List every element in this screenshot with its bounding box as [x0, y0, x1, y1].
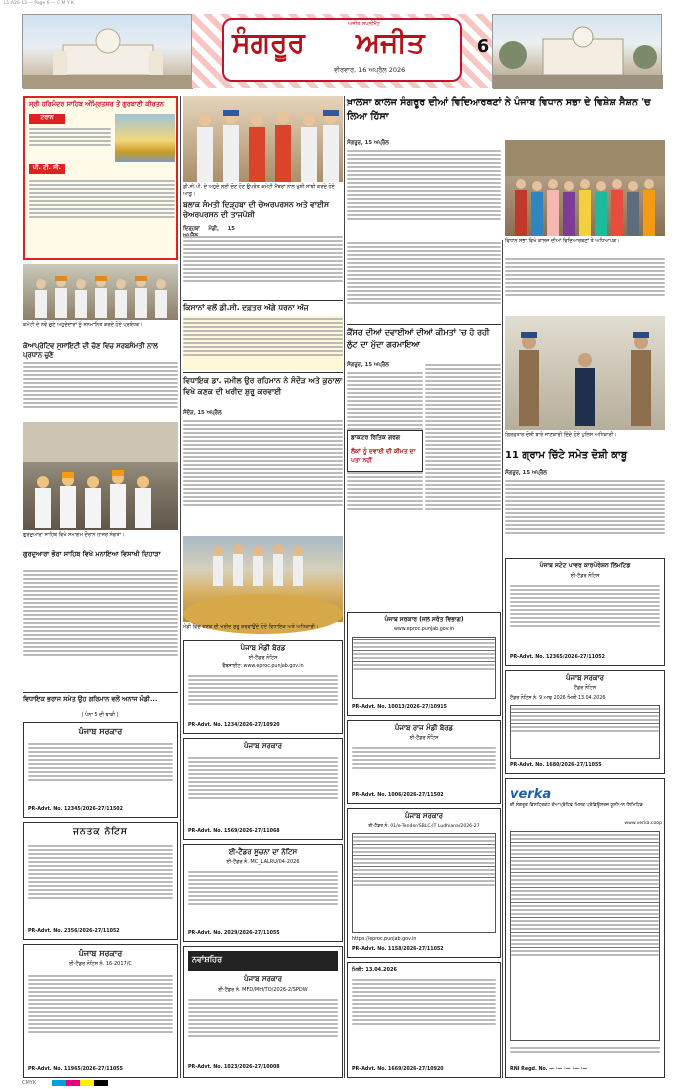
ad-heading: ਪੰਜਾਬ ਸਰਕਾਰ — [78, 727, 123, 736]
ad-ref: PR-Advt. No. 12365/2026-27/11052 — [510, 655, 605, 660]
verka-subheading: ਦੀ ਸੰਗਰੂਰ ਡਿਸਟ੍ਰਿਕਟ ਕੋਆਪ੍ਰੇਟਿਵ ਮਿਲਕ ਪ੍ਰੋਡਿਊਸਰਜ਼ ਯੂਨੀਅਨ ਲਿਮਿਟਿਡ — [510, 803, 643, 808]
police-illustration — [505, 316, 665, 430]
ad-heading: ਪੰਜਾਬ ਸਰਕਾਰ — [565, 674, 604, 682]
masthead — [22, 10, 662, 94]
doctor-quote: ਲੋਕਾਂ ਨੂੰ ਦਵਾਈ ਦੀ ਕੀਮਤ ਦਾ ਪਤਾ ਨਹੀਂ — [351, 448, 416, 464]
ad-ref: PR-Advt. No. 2356/2026-27/11052 — [28, 929, 120, 934]
block-samiti-headline: ਬਲਾਕ ਸੰਮਤੀ ਦਿੜ੍ਹਬਾ ਦੀ ਚੇਅਰਪਰਸਨ ਅਤੇ ਵਾਈਸ ਚੇਅਰਪਰਸਨ ਦੀ ਤਾਜਪੋਸ਼ੀ — [183, 200, 329, 219]
ad-body — [352, 745, 496, 789]
ad-ref: PR-Advt. No. 1569/2026-27/11068 — [188, 829, 280, 834]
ad-tender-line: ਟੈਂਡਰ ਨੋਟਿਸ ਨੰ. 9 ਆਫ 2026 ਮਿਤੀ 13.04.2026 — [510, 696, 606, 701]
block-samiti-body — [183, 234, 343, 296]
column-rule — [180, 96, 181, 1078]
ad-subheading: ਈ-ਟੈਂਡਰ ਨੋਟਿਸ — [570, 573, 600, 579]
khalsa-dateline: ਸੰਗਰੂਰ, 15 ਅਪ੍ਰੈਲ — [347, 140, 389, 146]
punjab-mandi-board-ad — [347, 720, 501, 804]
registration-colour-bar — [22, 1080, 662, 1088]
khalsa-college-headline: ਖ਼ਾਲਸਾ ਕਾਲਜ ਸੰਗਰੂਰ ਦੀਆਂ ਵਿਦਿਆਰਥਣਾਂ ਨੇ ਪੰਜਾਬ ਵਿਧਾਨ ਸਭਾ ਦੇ ਵਿਸ਼ੇਸ਼ ਸੈਸ਼ਨ 'ਚ ਲਿਆ ਹਿੱਸਾ — [347, 97, 651, 122]
committee-photo — [23, 264, 178, 320]
golden-temple-photo — [115, 114, 175, 162]
ad-date: ਮਿਤੀ: 13.04.2026 — [352, 967, 397, 973]
ad-body — [188, 997, 338, 1061]
cancer-dateline: ਸੰਗਰੂਰ, 15 ਅਪ੍ਰੈਲ — [347, 362, 389, 368]
ad-heading: ਪੰਜਾਬ ਸਰਕਾਰ — [78, 949, 123, 958]
cancer-story-body-2 — [425, 362, 501, 550]
ad-heading: ਪੰਜਾਬ ਸਰਕਾਰ — [243, 975, 282, 983]
vidhan-sabha-photo — [505, 140, 665, 236]
kirtan-schedule — [29, 126, 111, 162]
ad-heading: ਪੰਜਾਬ ਸਰਕਾਰ (ਜਲ ਸਰੋਤ ਵਿਭਾਗ) — [384, 616, 464, 623]
building-illustration — [493, 15, 663, 89]
ad-website: www.eproc.punjab.gov.in — [393, 627, 455, 632]
masthead-left-photo — [22, 14, 192, 88]
arrest-story-body — [505, 478, 665, 554]
ad-heading: ਪੰਜਾਬ ਰਾਜ ਮੰਡੀ ਬੋਰਡ — [394, 724, 454, 732]
block-samiti-dateline: ਦਿੜ੍ਹਬਾ ਮੰਡੀ, 15 — [183, 226, 235, 232]
nawanshahr-ad — [183, 946, 343, 1078]
pspcl-ad — [505, 558, 665, 666]
ad-ref: PR-Advt. No. 1680/2026-27/11055 — [510, 763, 602, 768]
ad-ref: PR-Advt. No. 1669/2026-27/10920 — [352, 1067, 444, 1072]
verka-brand: verka — [510, 787, 552, 802]
kirtan-channel-badge-2: ਪੀ. ਟੀ. ਸੀ. — [29, 164, 65, 174]
tender-notice-ad — [505, 670, 665, 774]
sblc-tender-ad — [347, 808, 501, 958]
column-rule — [344, 96, 345, 1078]
verka-footer-body — [510, 1045, 660, 1065]
ad-ref: PR-Advt. No. 1006/2026-27/11502 — [352, 793, 444, 798]
ad-ref: PR-Advt. No. 1234/2026-27/10920 — [188, 723, 280, 728]
e-tender-notice-ad — [183, 844, 343, 942]
students-illustration — [505, 140, 665, 236]
punjab-govt-ad-3 — [183, 738, 343, 840]
masthead-city: ਸੰਗਰੂਰ — [232, 26, 305, 59]
ad-body — [188, 673, 338, 721]
vaisakhi-story-body — [23, 568, 178, 678]
cancer-medicine-headline: ਕੈਂਸਰ ਦੀਆਂ ਦਵਾਈਆਂ ਦੀਆਂ ਕੀਮਤਾਂ 'ਚ ਹੋ ਰਹੀ ਲੁੱਟ ਦਾ ਮੁੱਦਾ ਗਰਮਾਇਆ — [347, 324, 501, 358]
verka-table — [510, 831, 660, 1041]
ad-ref: PR-Advt. No. 1023/2026-27/10008 — [188, 1065, 280, 1070]
arrest-dateline: ਸੰਗਰੂਰ, 15 ਅਪ੍ਰੈਲ — [505, 470, 547, 476]
verka-ref: RNI Regd. No. — ·— ·— ·— ·— — [510, 1067, 588, 1072]
people-illustration — [23, 264, 178, 320]
masthead-paper: ਅਜੀਤ — [356, 26, 425, 59]
farmers-protest-headline: ਕਿਸਾਨਾਂ ਵਲੋਂ ਡੀ.ਸੀ. ਦਫ਼ਤਰ ਅੱਗੇ ਧਰਨਾ ਅੱਜ — [183, 300, 343, 314]
mla-wheat-procurement-headline: ਵਿਧਾਇਕ ਡਾ. ਜਮੀਲ ਉਰ ਰਹਿਮਾਨ ਨੇ ਸੰਦੌੜ ਅਤੇ ਕੁਠਾਲਾ ਵਿਖੇ ਕਣਕ ਦੀ ਖਰੀਦ ਸ਼ੁਰੂ ਕਰਵਾਈ — [183, 372, 343, 408]
ad-ref: PR-Advt. No. 1158/2026-27/11052 — [352, 947, 444, 952]
swatch — [94, 1080, 108, 1086]
ad-body — [188, 755, 338, 825]
ad-subheading: ਈ-ਟੈਂਡਰ ਨੋਟਿਸ — [248, 655, 278, 661]
ad-subheading: ਈ-ਟੈਂਡਰ ਨੰ. 01/e-Tender/SBLC-IT Ludhiana/2026-27 — [368, 824, 480, 829]
swatch — [52, 1080, 66, 1086]
water-resources-ad — [347, 612, 501, 716]
police-arrest-photo — [505, 316, 665, 430]
ad-ref: PR-Advt. No. 12345/2026-27/11502 — [28, 807, 123, 812]
reg-label: CMYK — [22, 1080, 37, 1086]
ad-brand: ਨਵਾਂਸ਼ਹਿਰ — [192, 955, 223, 964]
police-photo-caption: ਗ੍ਰਿਫ਼ਤਾਰ ਦੋਸ਼ੀ ਬਾਰੇ ਜਾਣਕਾਰੀ ਦਿੰਦੇ ਹੋਏ ਪੁਲਿਸ ਅਧਿਕਾਰੀ। — [505, 432, 617, 438]
wheat-market-caption: ਮੰਡੀ ਵਿਚ ਕਣਕ ਦੀ ਖਰੀਦ ਸ਼ੁਰੂ ਕਰਵਾਉਂਦੇ ਹੋਏ ਵਿਧਾਇਕ ਅਤੇ ਅਧਿਕਾਰੀ। — [183, 624, 319, 630]
masthead-right-photo — [492, 14, 662, 88]
kirtan-heading: ਸ੍ਰੀ ਹਰਿਮੰਦਰ ਸਾਹਿਬ ਅੰਮ੍ਰਿਤਸਰ ਤੋਂ ਗੁਰਬਾਣੀ ਕੀਰਤਨ — [29, 100, 164, 108]
public-notice-ad — [23, 822, 178, 940]
ad-body — [352, 977, 496, 1061]
verka-ad — [505, 778, 665, 1078]
ad-body — [28, 741, 173, 801]
gurdwara-event-photo — [23, 422, 178, 530]
grain-heap-illustration — [183, 536, 343, 622]
ad-ref: PR-Advt. No. 2029/2026-27/11055 — [188, 931, 280, 936]
farmers-protest-body — [183, 316, 343, 370]
ad-website: https://eproc.punjab.gov.in — [352, 937, 417, 942]
ad-heading: ਪੰਜਾਬ ਸਰਕਾਰ — [243, 742, 282, 750]
ad-subheading: ਈ-ਟੈਂਡਰ ਨੋਟਿਸ — [409, 735, 439, 741]
col3-bottom-ad — [347, 962, 501, 1078]
gurdwara-illustration — [23, 15, 193, 89]
ad-subheading: ਈ-ਟੈਂਡਰ ਨੋਟਿਸ ਨੰ. 16-2017/C — [69, 961, 132, 967]
column-rule — [502, 240, 503, 1078]
block-samiti-photo — [183, 96, 343, 182]
ad-table — [352, 833, 496, 933]
swatch — [80, 1080, 94, 1086]
kirtan-channel-badge: ਟਰਾਨ — [29, 114, 65, 124]
cooperative-story-body — [23, 360, 178, 418]
ad-body — [510, 583, 660, 653]
ad-website: ਵੈੱਬਸਾਈਟ: www.eproc.punjab.gov.in — [222, 664, 304, 669]
masthead-date: ਵੀਰਵਾਰ, 16 ਅਪ੍ਰੈਲ 2026 — [334, 66, 406, 74]
masthead-supplement: ਅਜੀਤ ਸਪਲੀਮੈਂਟ — [348, 21, 380, 27]
ad-ref: PR-Advt. No. 10013/2026-27/10915 — [352, 705, 447, 710]
vidhan-sabha-caption: ਵਿਧਾਨ ਸਭਾ ਵਿਖੇ ਕਾਲਜ ਦੀਆਂ ਵਿਦਿਆਰਥਣਾਂ ਤੇ ਅਧਿਆਪਕ। — [505, 238, 620, 244]
col3-top-body — [347, 240, 501, 320]
ad-subheading: ਟੈਂਡਰ ਨੋਟਿਸ — [573, 685, 597, 691]
ad-body — [28, 843, 173, 925]
mandi-board-ad — [183, 640, 343, 734]
cooperative-headline: ਕੋਆਪ੍ਰੇਟਿਵ ਸੁਸਾਇਟੀ ਦੀ ਚੋਣ ਵਿਚ ਸਰਬਸੰਮਤੀ ਨਾਲ ਪ੍ਰਧਾਨ ਚੁਣੇ — [23, 342, 158, 359]
page-continued-label: ( ਪੰਨਾ 5 ਦੀ ਬਾਕੀ ) — [81, 712, 119, 718]
khalsa-story-body — [347, 148, 501, 238]
gurdwara-photo-caption: ਗੁਰਦੁਆਰਾ ਸਾਹਿਬ ਵਿਖੇ ਸਮਾਗਮ ਦੌਰਾਨ ਹਾਜ਼ਰ ਸੰਗਤਾਂ। — [23, 532, 125, 538]
verka-logo — [510, 783, 570, 801]
khalsa-story-body-2 — [505, 256, 665, 312]
doctor-name: ਡਾਕਟਰ ਰਿਤਿਕ ਗਰਗ — [351, 434, 401, 441]
kirtan-box — [23, 96, 178, 260]
ad-subheading: ਈ-ਟੈਂਡਰ ਨੰ. MFD/MH/TO/2026-2/SPDW — [218, 987, 308, 993]
ad-ref: PR-Advt. No. 11965/2026-27/11055 — [28, 1067, 123, 1072]
kirtan-notice-body — [29, 178, 175, 258]
ad-table — [510, 705, 660, 759]
doctor-pull-quote — [347, 430, 423, 472]
ad-body — [28, 973, 173, 1063]
ad-subheading: ਈ-ਟੈਂਡਰ ਨੰ. MC_LALRU/04-2026 — [226, 859, 300, 865]
ad-heading: ਪੰਜਾਬ ਮੰਡੀ ਬੋਰਡ — [240, 644, 286, 652]
mla-headline-small: ਵਿਧਾਇਕ ਭਰਾਜ ਸਮੇਤ ਉਹ ਗਰਿਮਾਨ ਵਲੋਂ ਅਨਾਜ ਮੰਡੀ... — [23, 692, 178, 706]
arrest-headline: 11 ਗ੍ਰਾਮ ਚਿੱਟੇ ਸਮੇਤ ਦੋਸ਼ੀ ਕਾਬੂ — [505, 450, 628, 461]
ad-heading: ਪੰਜਾਬ ਸਰਕਾਰ — [404, 812, 443, 820]
ad-heading: ਜਨਤਕ ਨੋਟਿਸ — [73, 827, 128, 837]
punjab-govt-ad-1 — [23, 722, 178, 818]
committee-photo-caption: ਕਮੇਟੀ ਦੇ ਨਵੇਂ ਚੁਣੇ ਅਹੁਦੇਦਾਰਾਂ ਨੂੰ ਸਨਮਾਨਿਤ ਕਰਦੇ ਹੋਏ ਪ੍ਰਬੰਧਕ। — [23, 322, 143, 328]
ad-heading: ਪੰਜਾਬ ਸਟੇਟ ਪਾਵਰ ਕਾਰਪੋਰੇਸ਼ਨ ਲਿਮਟਿਡ — [539, 562, 631, 569]
print-line: L1-A26-13 — Page 6 — C M Y K — [4, 1, 74, 6]
verka-website: www.verka.coop — [624, 821, 662, 826]
block-samiti-caption: ਡੀ.ਸੀ.ਪੀ. ਦੇ ਅਹੁਦੇ ਲਈ ਚੋਣ ਹੋਣ ਉਪਰੰਤ ਕਮੇਟੀ ਮੈਂਬਰਾਂ ਨਾਲ ਖੁਸ਼ੀ ਸਾਂਝੀ ਕਰਦੇ ਹੋਏ ਆਗੂ। — [183, 184, 335, 197]
ad-body — [188, 869, 338, 927]
mla-wheat-dateline: ਸੰਦੌੜ, 15 ਅਪ੍ਰੈਲ — [183, 410, 222, 416]
ad-heading: ਈ-ਟੈਂਡਰ ਸੂਚਨਾ ਦਾ ਨੋਟਿਸ — [228, 848, 298, 856]
masthead-title-box — [222, 18, 462, 82]
officials-illustration — [183, 96, 343, 182]
ad-table — [352, 637, 496, 699]
ad-brand-banner — [188, 951, 338, 971]
punjab-govt-ad-2 — [23, 944, 178, 1078]
congregation-illustration — [23, 422, 178, 530]
wheat-market-photo — [183, 536, 343, 622]
page-number: 6 — [476, 36, 490, 57]
vaisakhi-headline: ਗੁਰਦੁਆਰਾ ਭੋਰਾ ਸਾਹਿਬ ਵਿਖੇ ਮਨਾਇਆ ਵਿਸਾਖੀ ਦਿਹਾੜਾ — [23, 550, 161, 558]
mla-wheat-body — [183, 418, 343, 532]
swatch — [66, 1080, 80, 1086]
